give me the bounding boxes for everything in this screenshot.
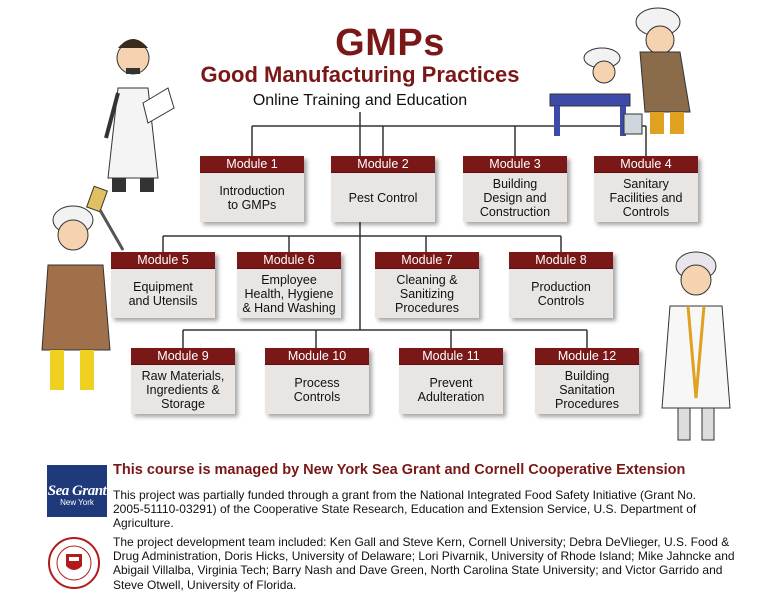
lab-coat-illustration bbox=[648, 248, 744, 448]
module-title: Equipment and Utensils bbox=[128, 279, 198, 308]
workers-table-illustration bbox=[540, 2, 700, 140]
sea-grant-logo-text: Sea Grant bbox=[47, 483, 107, 499]
sea-grant-logo[interactable] bbox=[47, 465, 107, 517]
module-number: Module 4 bbox=[594, 156, 698, 173]
module-title: Introduction to GMPs bbox=[219, 183, 285, 212]
module-title: Process Controls bbox=[293, 375, 341, 404]
module-card-8[interactable] bbox=[509, 252, 613, 318]
module-title: Sanitary Facilities and Controls bbox=[609, 176, 683, 219]
module-number: Module 10 bbox=[265, 348, 369, 365]
funding-paragraph: This project was partially funded through a grant from the National Integrated Food Safety Initiative (Grant No. 2005-51110-03291) of the Cooperative State Research, Education and Extension Service, U.S. Department of Agriculture. bbox=[113, 488, 697, 531]
module-number: Module 9 bbox=[131, 348, 235, 365]
module-number: Module 1 bbox=[200, 156, 304, 173]
module-card-4[interactable] bbox=[594, 156, 698, 222]
module-number: Module 7 bbox=[375, 252, 479, 269]
module-title: Pest Control bbox=[348, 190, 418, 205]
module-title: Building Design and Construction bbox=[479, 176, 551, 219]
module-card-2[interactable] bbox=[331, 156, 435, 222]
module-title: Prevent Adulteration bbox=[417, 375, 485, 404]
module-card-10[interactable] bbox=[265, 348, 369, 414]
module-card-6[interactable] bbox=[237, 252, 341, 318]
module-title: Employee Health, Hygiene & Hand Washing bbox=[242, 272, 336, 315]
module-number: Module 8 bbox=[509, 252, 613, 269]
module-card-7[interactable] bbox=[375, 252, 479, 318]
module-title: Cleaning & Sanitizing Procedures bbox=[395, 272, 459, 315]
module-number: Module 3 bbox=[463, 156, 567, 173]
module-number: Module 6 bbox=[237, 252, 341, 269]
module-number: Module 11 bbox=[399, 348, 503, 365]
cornell-seal-logo[interactable] bbox=[44, 536, 104, 590]
module-title: Raw Materials, Ingredients & Storage bbox=[141, 368, 225, 411]
sea-grant-logo-subtext: New York bbox=[60, 498, 94, 507]
team-paragraph: The project development team included: Ken Gall and Steve Kern, Cornell University; Debra DeVlieger, U.S. Food & Drug Administration, Doris Hicks, University of Delaware; Lori Pivarnik, University of Rhode Island; Mike Jahncke and Abigail Villalba, Virginia Tech; Barry Nash and Dave Green, North Carolina State University; and Victor Garrido and Steve Otwell, University of Florida. bbox=[113, 535, 735, 592]
module-card-5[interactable] bbox=[111, 252, 215, 318]
module-card-3[interactable] bbox=[463, 156, 567, 222]
page-tagline: Online Training and Education bbox=[252, 92, 468, 109]
module-number: Module 12 bbox=[535, 348, 639, 365]
module-card-1[interactable] bbox=[200, 156, 304, 222]
module-card-12[interactable] bbox=[535, 348, 639, 414]
module-title: Production Controls bbox=[531, 279, 591, 308]
page-subtitle: Good Manufacturing Practices bbox=[200, 62, 520, 87]
module-card-11[interactable] bbox=[399, 348, 503, 414]
scientist-illustration bbox=[88, 28, 178, 198]
course-managed-by: This course is managed by New York Sea Grant and Cornell Cooperative Extension bbox=[113, 462, 686, 478]
module-number: Module 5 bbox=[111, 252, 215, 269]
page-title: GMPs bbox=[335, 22, 445, 64]
module-card-9[interactable] bbox=[131, 348, 235, 414]
module-title: Building Sanitation Procedures bbox=[555, 368, 619, 411]
module-number: Module 2 bbox=[331, 156, 435, 173]
